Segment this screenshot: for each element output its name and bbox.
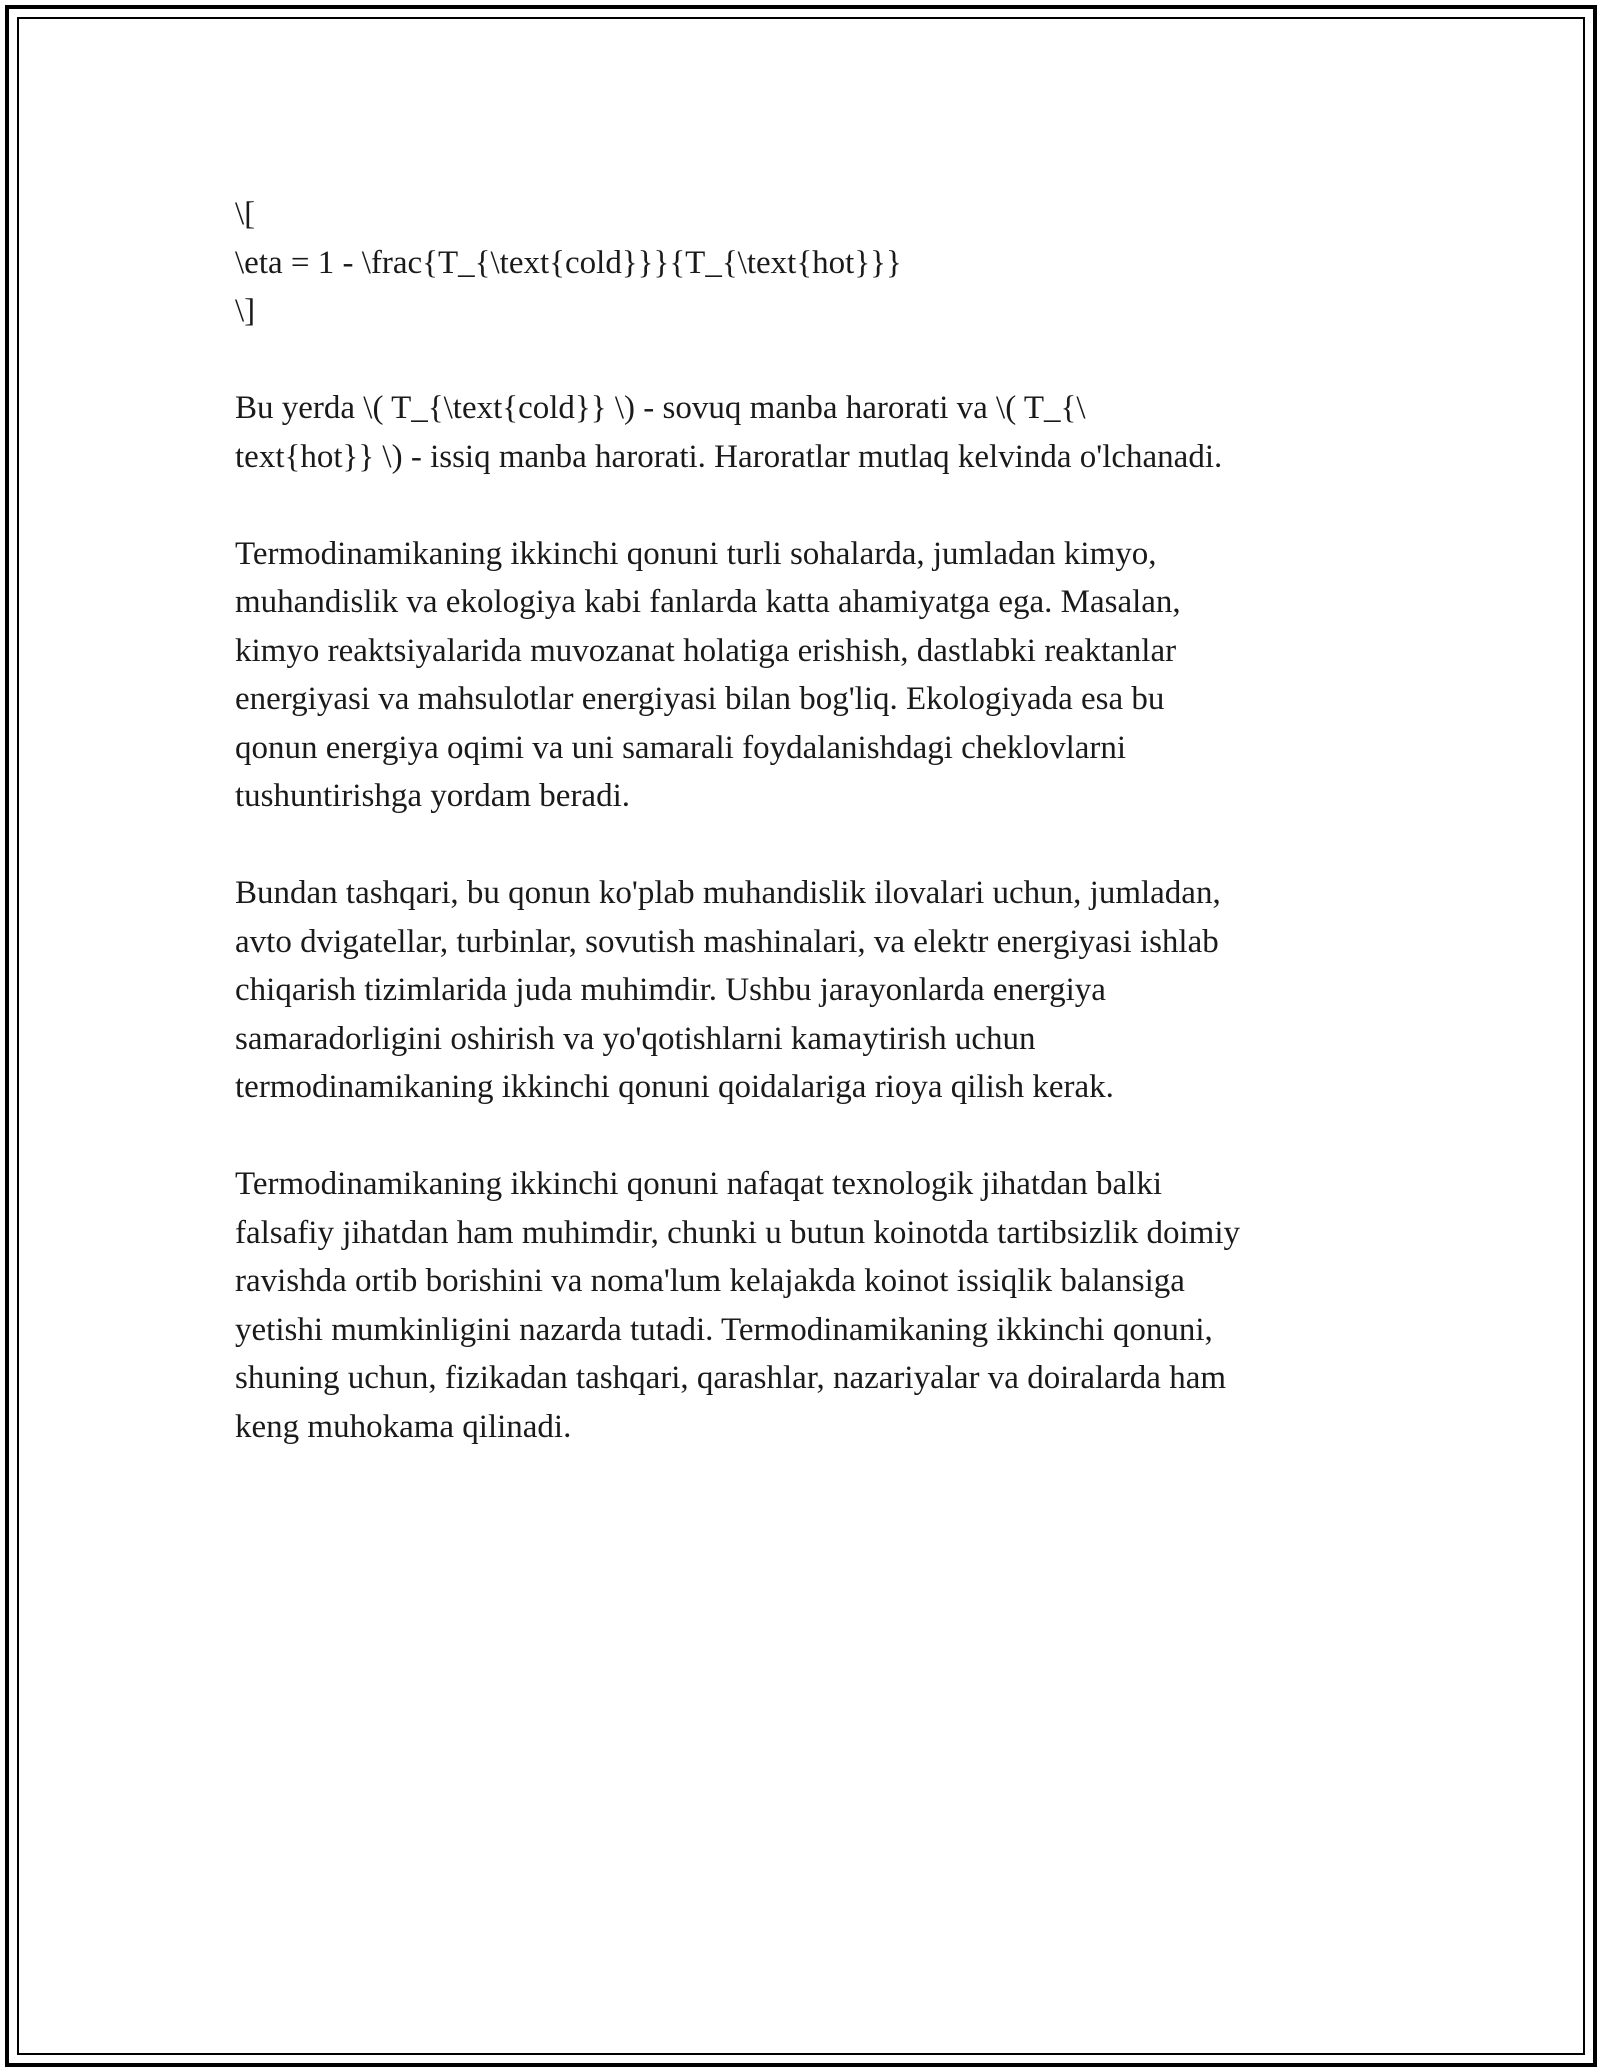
document-body — [235, 190, 1365, 1500]
paragraph-definitions: Bu yerda \( T_{\text{cold}} \) - sovuq manba harorati va \( T_{\ text{hot}} \) - issiq manba harorati. Haroratlar mutlaq kelvinda o'lchanadi. — [235, 390, 1223, 475]
paragraph-philosophy: Termodinamikaning ikkinchi qonuni nafaqat texnologik jihatdan balki falsafiy jihatdan ham muhimdir, chunki u butun koinotda tartibsizlik doimiy ravishda ortib borishini va noma'lum kelajakda koinot issiqlik balansiga yetishi mumkinligini nazarda tutadi. Termodinamikaning ikkinchi qonuni, shuning uchun, fizikadan tashqari, qarashlar, nazariyalar va doiralarda ham keng muhokama qilinadi. — [235, 1166, 1241, 1445]
formula-block: \[ \eta = 1 - \frac{T_{\text{cold}}}{T_{\text{hot}}} \] — [235, 196, 902, 329]
paragraph-applications: Termodinamikaning ikkinchi qonuni turli sohalarda, jumladan kimyo, muhandislik va ekologiya kabi fanlarda katta ahamiyatga ega. Masalan, kimyo reaktsiyalarida muvozanat holatiga erishish, dastlabki reaktanlar energiyasi va mahsulotlar energiyasi bilan bog'liq. Ekologiyada esa bu qonun energiya oqimi va uni samarali foydalanishdagi cheklovlarni tushuntirishga yordam beradi. — [235, 535, 1181, 814]
paragraph-engineering: Bundan tashqari, bu qonun ko'plab muhandislik ilovalari uchun, jumladan, avto dvigatellar, turbinlar, sovutish mashinalari, va elektr energiyasi ishlab chiqarish tizimlarida juda muhimdir. Ushbu jarayonlarda energiya samaradorligini oshirish va yo'qotishlarni kamaytirish uchun termodinamikaning ikkinchi qonuni qoidalariga rioya qilish kerak. — [235, 875, 1221, 1105]
